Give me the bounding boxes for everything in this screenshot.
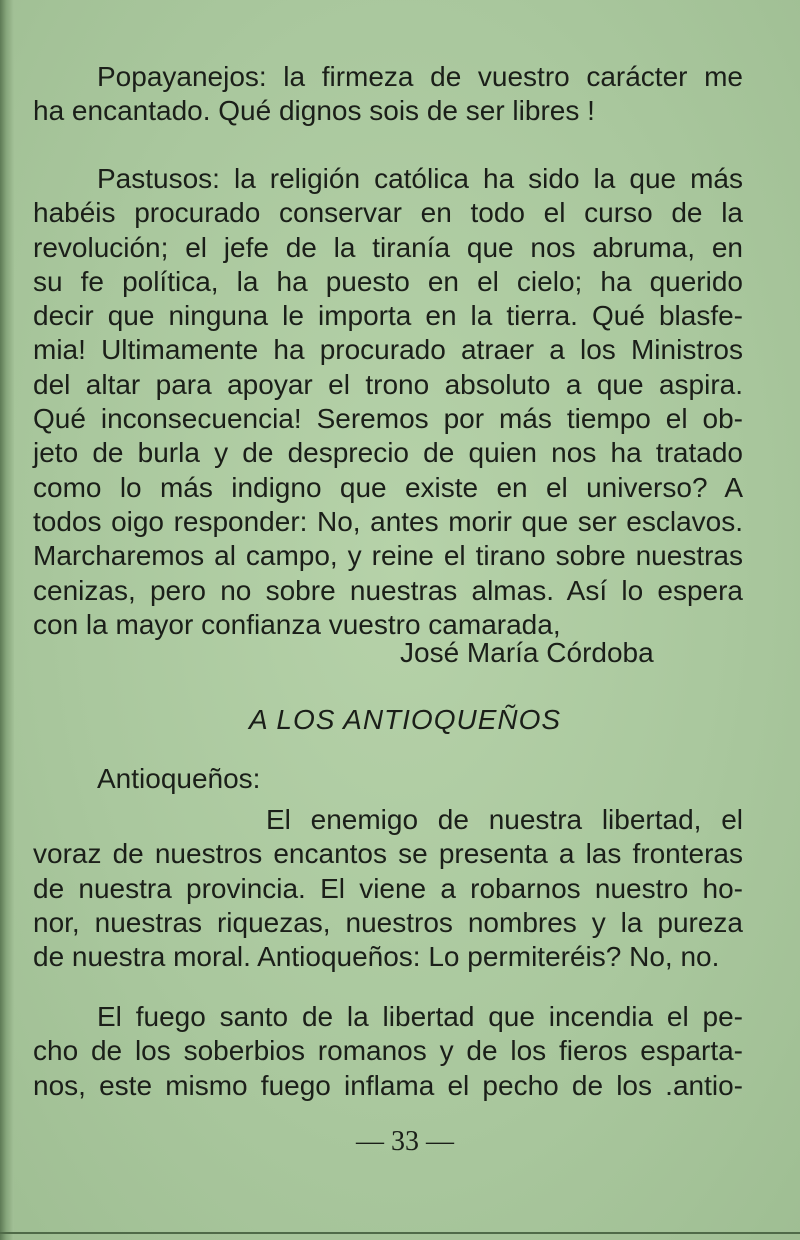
page-spine-shadow bbox=[0, 0, 14, 1240]
text-line: decir que ninguna le importa en la tierra. Qué blasfe- bbox=[33, 300, 743, 332]
page-edge-line bbox=[0, 1232, 800, 1234]
text-line: de nuestra provincia. El viene a robarnos nuestro ho- bbox=[33, 872, 743, 904]
text-line: jeto de burla y de desprecio de quien nos ha tratado bbox=[33, 437, 743, 469]
text-line: mia! Ultimamente ha procurado atraer a los Ministros bbox=[33, 334, 743, 366]
text-line: Qué inconsecuencia! Seremos por más tiempo el ob- bbox=[33, 403, 743, 435]
text-line: con la mayor confianza vuestro camarada, bbox=[33, 608, 561, 640]
text-line: El fuego santo de la libertad que incendia el pe- bbox=[97, 1001, 743, 1032]
text-line: de nuestra moral. Antioqueños: Lo permiteréis? No, no. bbox=[33, 941, 720, 973]
signature: José María Córdoba bbox=[400, 637, 654, 668]
text-line: voraz de nuestros encantos se presenta a las fronteras bbox=[33, 838, 743, 870]
text-line: todos oigo responder: No, antes morir que ser esclavos. bbox=[33, 505, 743, 537]
text-line: nor, nuestras riquezas, nuestros nombres y la pureza bbox=[33, 906, 743, 938]
paragraph-fuego-santo bbox=[33, 1000, 743, 1103]
text-line: revolución; el jefe de la tiranía que nos abruma, en bbox=[33, 231, 743, 263]
text-line: Popayanejos: la firmeza de vuestro carácter me bbox=[97, 61, 743, 92]
text-line: ha encantado. Qué dignos sois de ser libres ! bbox=[33, 95, 595, 127]
text-line: nos, este mismo fuego inflama el pecho de los .antio- bbox=[33, 1069, 743, 1101]
text-line: habéis procurado conservar en todo el curso de la bbox=[33, 197, 743, 229]
section-heading: A LOS ANTIOQUEÑOS bbox=[248, 704, 562, 735]
text-line: del altar para apoyar el trono absoluto a que aspira. bbox=[33, 368, 743, 400]
text-line: como lo más indigno que existe en el universo? A bbox=[33, 471, 743, 503]
text-line: su fe política, la ha puesto en el cielo; ha querido bbox=[33, 265, 743, 297]
text-line: Pastusos: la religión católica ha sido la que más bbox=[97, 163, 743, 194]
text-line: El enemigo de nuestra libertad, el bbox=[266, 804, 743, 835]
text-line: cenizas, pero no sobre nuestras almas. Así lo espera bbox=[33, 574, 743, 606]
paragraph-popayanejos bbox=[33, 60, 743, 129]
text-line: cho de los soberbios romanos y de los fieros esparta- bbox=[33, 1035, 743, 1067]
paragraph-pastusos bbox=[33, 162, 743, 642]
page-number: — 33 — bbox=[356, 1126, 454, 1157]
text-line: Marcharemos al campo, y reine el tirano sobre nuestras bbox=[33, 540, 743, 572]
paragraph-antioquenos bbox=[33, 803, 743, 974]
salutation: Antioqueños: bbox=[97, 763, 261, 794]
